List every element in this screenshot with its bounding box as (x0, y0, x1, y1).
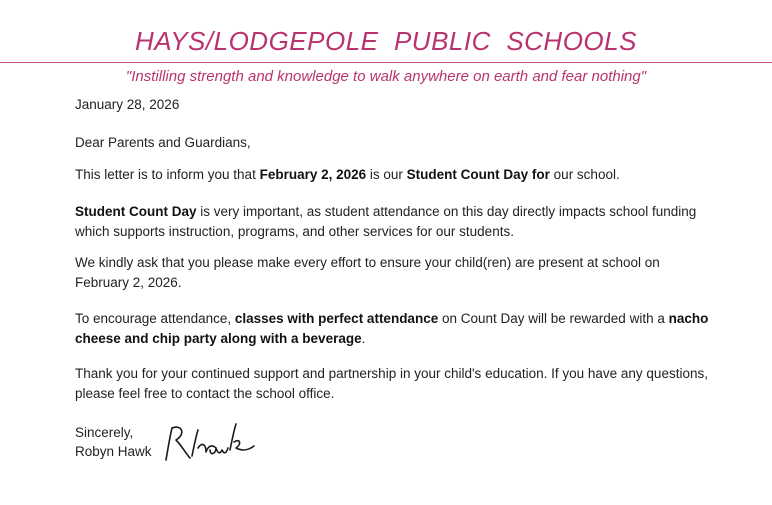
bold-date: February 2, 2026 (259, 167, 367, 182)
bold-party: nacho cheese and chip party along with a beverage (75, 311, 709, 346)
text: our school. (549, 167, 620, 182)
signer-name: Robyn Hawk (75, 444, 152, 459)
salutation: Dear Parents and Guardians, (75, 135, 251, 150)
closing: Sincerely, (75, 425, 134, 440)
school-name: HAYS/LODGEPOLE PUBLIC SCHOOLS (135, 26, 637, 56)
header-divider (0, 62, 772, 63)
paragraph-count-day-date (75, 165, 620, 185)
bold-count-day: Student Count Day for (406, 167, 550, 182)
bold-perfect-attendance: classes with perfect attendance (234, 311, 439, 326)
letter-date: January 28, 2026 (75, 97, 180, 112)
bold-count-day: Student Count Day (75, 204, 197, 219)
text: To encourage attendance, (75, 311, 235, 326)
signature-image (160, 420, 260, 470)
paragraph-importance (75, 202, 715, 242)
text: We kindly ask that you please make every effort to ensure your child(ren) are present at school on February 2, 2026. (75, 255, 660, 290)
text: Thank you for your continued support and partnership in your child's education. If you have any questions, please feel free to contact the school office. (75, 366, 708, 401)
school-motto: "Instilling strength and knowledge to walk anywhere on earth and fear nothing" (125, 68, 647, 85)
paragraph-reward (75, 309, 715, 349)
text: . (361, 331, 366, 346)
text: This letter is to inform you that (75, 167, 260, 182)
text: is our (366, 167, 407, 182)
paragraph-request (75, 253, 715, 293)
text: on Count Day will be rewarded with a (438, 311, 669, 326)
text: is very important, as student attendance on this day directly impacts school funding which supports instruction, programs, and other services for our students. (75, 204, 697, 239)
paragraph-thanks (75, 364, 715, 404)
